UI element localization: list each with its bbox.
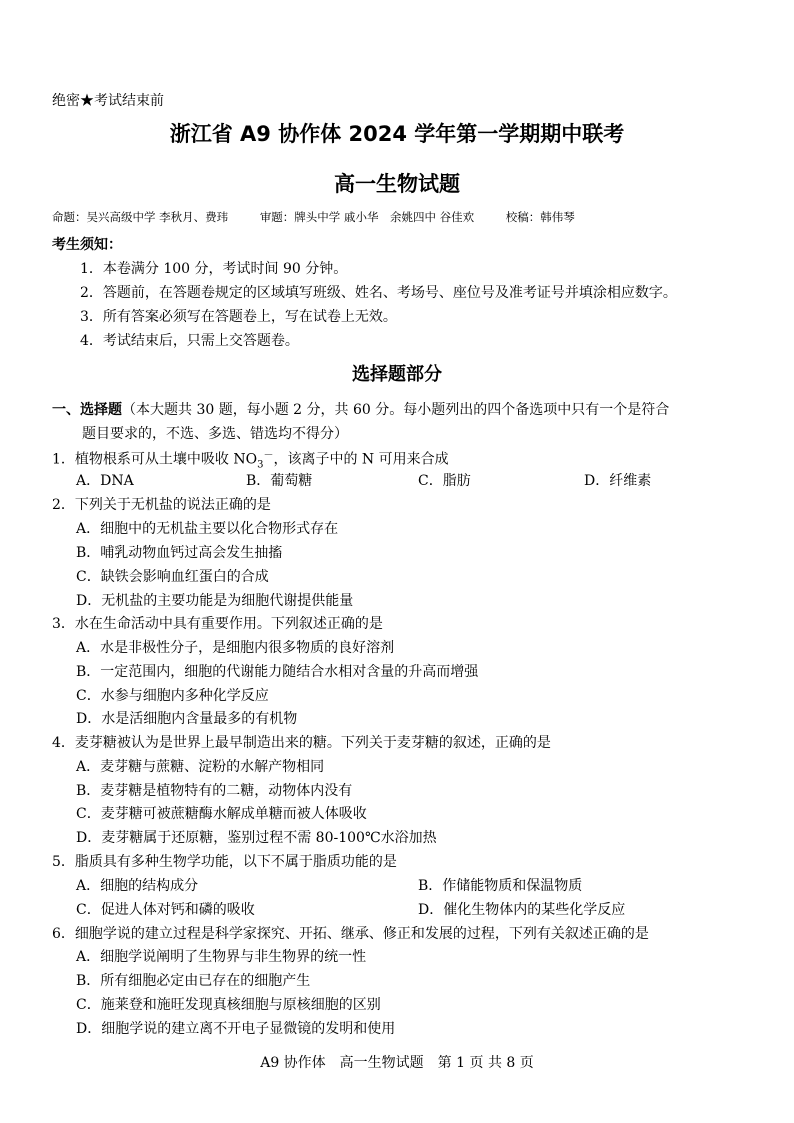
section-intro: [52, 398, 752, 446]
notice-item: 2．答题前，在答题卷规定的区域填写班级、姓名、考场号、座位号及准考证号并填涂相应数字。: [80, 285, 677, 301]
question-1-stem: 1．植物根系可从土壤中吸收 $NO_3^-$，该离子中的 N 可用来合成: [52, 450, 449, 471]
question-6-option-d: D．细胞学说的建立离不开电子显微镜的发明和使用: [76, 1021, 396, 1037]
question-3-option-d: D．水是活细胞内含量最多的有机物: [76, 711, 298, 727]
question-5-option-a: A．细胞的结构成分: [76, 878, 199, 894]
credit-reviewer: 审题：牌头中学 戚小华 余姚四中 谷佳欢: [259, 210, 475, 224]
question-6-option-c: C．施莱登和施旺发现真核细胞与原核细胞的区别: [76, 997, 381, 1013]
question-4-option-a: A．麦芽糖与蔗糖、淀粉的水解产物相同: [76, 759, 325, 775]
question-2-option-d: D．无机盐的主要功能是为细胞代谢提供能量: [76, 593, 354, 609]
intro-text: （本大题共 30 题，每小题 2 分，共 60 分。每小题列出的四个备选项中只有一个是符合: [122, 402, 670, 418]
credit-author: 命题：吴兴高级中学 李秋月、费玮: [52, 210, 229, 224]
credits-line: [52, 209, 579, 225]
question-2-option-c: C．缺铁会影响血红蛋白的合成: [76, 569, 269, 585]
notice-item: 1．本卷满分 100 分，考试时间 90 分钟。: [80, 261, 348, 277]
question-6-stem: 6．细胞学说的建立过程是科学家探究、开拓、继承、修正和发展的过程，下列有关叙述正确的是: [52, 926, 649, 942]
notice-item: 4．考试结束后，只需上交答题卷。: [80, 333, 299, 349]
question-4-option-b: B．麦芽糖是植物特有的二糖，动物体内没有: [76, 783, 353, 799]
question-5-option-d: D．催化生物体内的某些化学反应: [418, 902, 626, 918]
credit-proof: 校稿：韩伟琴: [505, 210, 575, 224]
question-2-option-b: B．哺乳动物血钙过高会发生抽搐: [76, 545, 283, 561]
question-5-option-c: C．促进人体对钙和磷的吸收: [76, 902, 255, 918]
notice-item: 3．所有答案必须写在答题卷上，写在试卷上无效。: [80, 309, 397, 325]
exam-title: 浙江省 A9 协作体 2024 学年第一学期期中联考: [169, 122, 625, 146]
question-5-stem: 5．脂质具有多种生物学功能，以下不属于脂质功能的是: [52, 854, 397, 870]
question-5-option-b: B．作储能物质和保温物质: [418, 878, 583, 894]
secrecy-label: 绝密★考试结束前: [52, 93, 164, 109]
question-4-option-d: D．麦芽糖属于还原糖，鉴别过程不需 80-100℃水浴加热: [76, 830, 437, 846]
question-6-option-a: A．细胞学说阐明了生物界与非生物界的统一性: [76, 949, 367, 965]
question-3-option-c: C．水参与细胞内多种化学反应: [76, 688, 269, 704]
question-4-option-c: C．麦芽糖可被蔗糖酶水解成单糖而被人体吸收: [76, 806, 367, 822]
intro-text-continued: 题目要求的，不选、多选、错选均不得分）: [82, 426, 348, 442]
question-1-option-b: B．葡萄糖: [246, 473, 313, 489]
question-1-option-a: A．DNA: [76, 473, 134, 489]
question-1-option-d: D．纤维素: [584, 473, 652, 489]
section-label: 一、选择题: [52, 402, 122, 418]
question-2-stem: 2．下列关于无机盐的说法正确的是: [52, 497, 271, 513]
question-4-stem: 4．麦芽糖被认为是世界上最早制造出来的糖。下列关于麦芽糖的叙述，正确的是: [52, 735, 551, 751]
page-footer: A9 协作体 高一生物试题 第 1 页 共 8 页: [260, 1055, 534, 1071]
question-2-option-a: A．细胞中的无机盐主要以化合物形式存在: [76, 521, 339, 537]
question-1-option-c: C．脂肪: [418, 473, 471, 489]
notice-heading: 考生须知：: [52, 237, 122, 253]
section-title: 选择题部分: [352, 364, 442, 385]
question-6-option-b: B．所有细胞必定由已存在的细胞产生: [76, 973, 311, 989]
question-3-option-b: B．一定范围内，细胞的代谢能力随结合水相对含量的升高而增强: [76, 664, 479, 680]
exam-subtitle: 高一生物试题: [334, 172, 460, 196]
question-3-option-a: A．水是非极性分子，是细胞内很多物质的良好溶剂: [76, 640, 395, 656]
question-3-stem: 3．水在生命活动中具有重要作用。下列叙述正确的是: [52, 616, 383, 632]
